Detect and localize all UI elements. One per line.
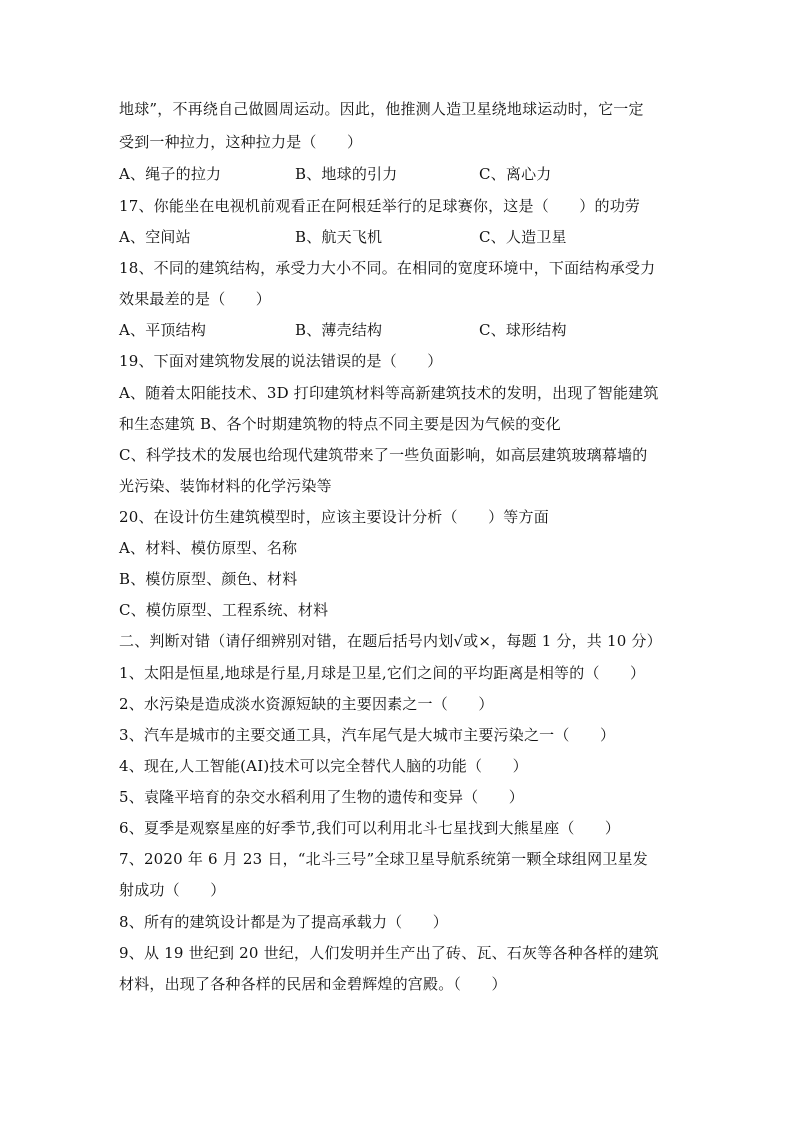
judge-item-7-line1: 7、2020 年 6 月 23 日，“北斗三号”全球卫星导航系统第一颗全球组网卫星发 <box>119 850 648 868</box>
q16-option-b: B、地球的引力 <box>295 165 398 183</box>
judge-item-2: 2、水污染是造成淡水资源短缺的主要因素之一（ ） <box>119 695 494 713</box>
judge-item-9-line1: 9、从 19 世纪到 20 世纪，人们发明并生产出了砖、瓦、石灰等各种各样的建筑 <box>119 944 659 962</box>
q19-option-a-line1: A、随着太阳能技术、3D 打印建筑材料等高新建筑技术的发明，出现了智能建筑 <box>119 384 659 402</box>
q18-question-line1: 18、不同的建筑结构，承受力大小不同。在相同的宽度环境中，下面结构承受力 <box>119 259 656 277</box>
q19-option-a-line2: 和生态建筑 B、各个时期建筑物的特点不同主要是因为气候的变化 <box>119 415 561 433</box>
q16-continuation-line2: 受到一种拉力，这种拉力是（ ） <box>119 133 363 151</box>
q17-question: 17、你能坐在电视机前观看正在阿根廷举行的足球赛你，这是（ ）的功劳 <box>119 197 641 215</box>
q18-option-a: A、平顶结构 <box>119 321 207 339</box>
judge-item-8: 8、所有的建筑设计都是为了提高承载力（ ） <box>119 913 448 931</box>
q20-question: 20、在设计仿生建筑模型时，应该主要设计分析（ ）等方面 <box>119 508 549 526</box>
q20-option-b: B、模仿原型、颜色、材料 <box>119 570 298 588</box>
q19-option-c-line2: 光污染、装饰材料的化学污染等 <box>119 477 332 495</box>
q19-question: 19、下面对建筑物发展的说法错误的是（ ） <box>119 352 443 370</box>
judge-item-9-line2: 材料，出现了各种各样的民居和金碧辉煌的宫殿。（ ） <box>119 975 507 993</box>
q17-option-b: B、航天飞机 <box>295 228 383 246</box>
q20-option-a: A、材料、模仿原型、名称 <box>119 539 298 557</box>
q18-option-c: C、球形结构 <box>479 321 567 339</box>
q18-option-b: B、薄壳结构 <box>295 321 383 339</box>
q20-option-c: C、模仿原型、工程系统、材料 <box>119 601 329 619</box>
judge-item-7-line2: 射成功（ ） <box>119 881 226 899</box>
section2-heading: 二、判断对错（请仔细辨别对错，在题后括号内划√或×，每题 1 分，共 10 分） <box>119 632 662 650</box>
q16-option-c: C、离心力 <box>479 165 552 183</box>
q16-continuation-line1: 地球”，不再绕自己做圆周运动。因此，他推测人造卫星绕地球运动时，它一定 <box>119 100 644 118</box>
q17-option-a: A、空间站 <box>119 228 191 246</box>
q16-option-a: A、绳子的拉力 <box>119 165 222 183</box>
judge-item-4: 4、现在,人工智能(AI)技术可以完全替代人脑的功能（ ） <box>119 757 528 775</box>
judge-item-3: 3、汽车是城市的主要交通工具，汽车尾气是大城市主要污染之一（ ） <box>119 726 616 744</box>
judge-item-1: 1、太阳是恒星,地球是行星,月球是卫星,它们之间的平均距离是相等的（ ） <box>119 664 646 682</box>
judge-item-6: 6、夏季是观察星座的好季节,我们可以利用北斗七星找到大熊星座（ ） <box>119 819 621 837</box>
judge-item-5: 5、袁隆平培育的杂交水稻利用了生物的遗传和变异（ ） <box>119 788 524 806</box>
q18-question-line2: 效果最差的是（ ） <box>119 290 272 308</box>
q19-option-c-line1: C、科学技术的发展也给现代建筑带来了一些负面影响，如高层建筑玻璃幕墙的 <box>119 446 648 464</box>
q17-option-c: C、人造卫星 <box>479 228 567 246</box>
